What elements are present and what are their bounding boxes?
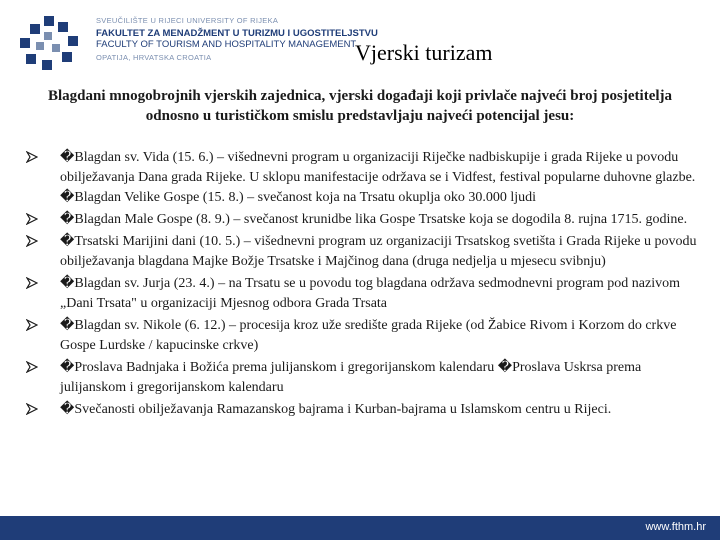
list-item	[26, 148, 700, 208]
list-item	[26, 210, 700, 230]
logo	[10, 10, 378, 80]
logo-line-faculty-hr: FAKULTET ZA MENADŽMENT U TURIZMU I UGOSTITELJSTVU	[96, 28, 378, 39]
arrow-right-icon	[26, 361, 38, 373]
bullet-text: �Trsatski Marijini dani (10. 5.) – višednevni program uz organizaciji Trsatskog svetišta i Grada Rijeke u povodu obilježavanja blagdana Majke Božje Trsatske i Majčinog dana (druga nedjelja u mjesecu svibnju)	[60, 234, 697, 269]
list-item	[26, 232, 700, 272]
arrow-right-icon	[26, 319, 38, 331]
list-item	[26, 400, 700, 420]
slide-title: Vjerski turizam	[355, 40, 493, 65]
list-item	[26, 274, 700, 314]
bullet-text: �Proslava Badnjaka i Božića prema julijanskom i gregorijanskom kalendaru �Proslava Uskrsa prema julijanskom i gregorijanskom kalendaru	[60, 360, 642, 395]
list-item	[26, 316, 700, 356]
subtitle: Blagdani mnogobrojnih vjerskih zajednica, vjerski događaji koji privlače najveći broj posjetitelja odnosno u turističkom smislu predstavljaju najveći potencijal jesu:	[47, 88, 673, 124]
arrow-right-icon	[26, 277, 38, 289]
bullet-text: �Blagdan sv. Nikole (6. 12.) – procesija kroz uže središte grada Rijeke (od Žabice Rivom i Korzom do crkve Gospe Lurdske / kapucinske crkve)	[60, 318, 677, 353]
arrow-right-icon	[26, 403, 38, 415]
footer-url[interactable]: www.fthm.hr	[645, 521, 706, 533]
logo-line-location: OPATIJA, HRVATSKA CROATIA	[96, 53, 212, 62]
university-logo-icon	[14, 14, 86, 76]
bullet-list	[26, 148, 700, 422]
bullet-text: �Blagdan Male Gospe (8. 9.) – svečanost krunidbe lika Gospe Trsatske koja se dogodila 8. rujna 1715. godine.	[60, 212, 688, 227]
arrow-right-icon	[26, 213, 38, 225]
logo-line-university: SVEUČILIŠTE U RIJECI UNIVERSITY OF RIJEKA	[96, 16, 279, 25]
logo-line-faculty-en: FACULTY OF TOURISM AND HOSPITALITY MANAGEMENT	[96, 39, 357, 50]
bullet-text: �Svečanosti obilježavanja Ramazanskog bajrama i Kurban-bajrama u Islamskom centru u Rijeci.	[60, 402, 612, 417]
bullet-text: �Blagdan sv. Jurja (23. 4.) – na Trsatu se u povodu tog blagdana održava sedmodnevni program pod nazivom „Dani Trsata" u organizaciji Mjesnog odbora Grada Trsata	[60, 276, 680, 311]
bullet-text: �Blagdan sv. Vida (15. 6.) – višednevni program u organizaciji Riječke nadbiskupije i grada Rijeke u povodu obilježavanja Dana grada Rijeke. U sklopu manifestacije održava se i Vidfest, festival popularne duhovne glazbe. �Blagdan Velike Gospe (15. 8.) – svečanost koja na Trsatu okuplja oko 30.000 ljudi	[60, 150, 696, 205]
footer-bar	[0, 516, 720, 540]
list-item	[26, 358, 700, 398]
arrow-right-icon	[26, 235, 38, 247]
arrow-right-icon	[26, 151, 38, 163]
